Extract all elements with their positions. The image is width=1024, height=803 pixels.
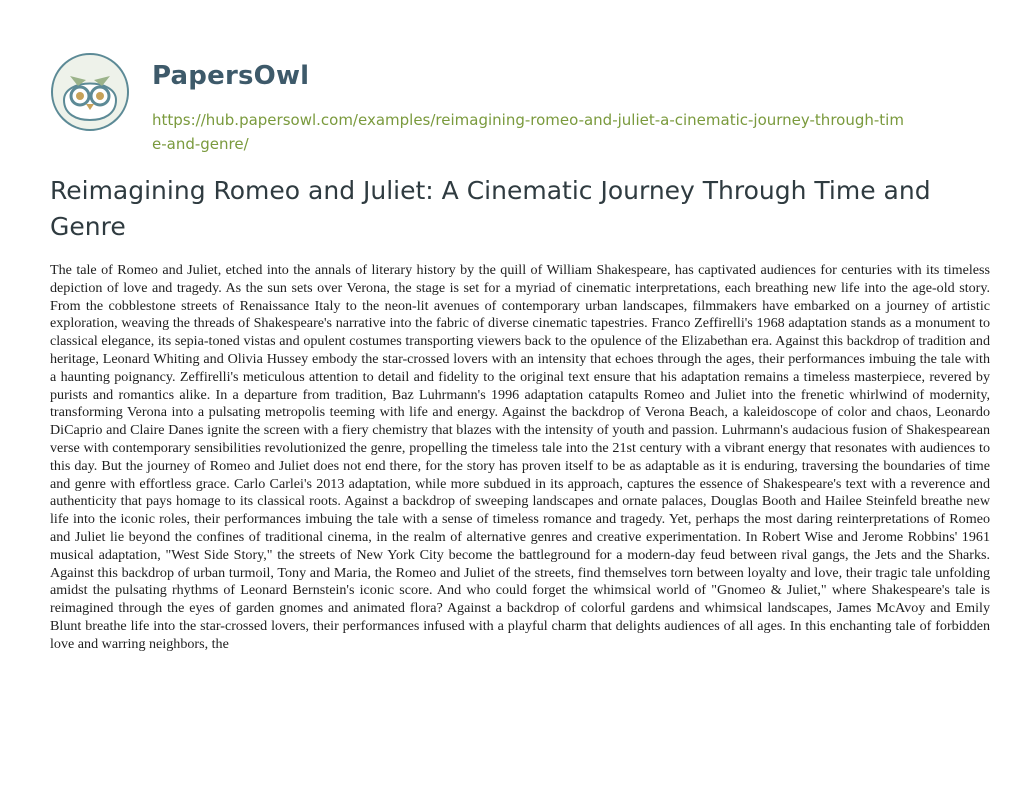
owl-logo-icon[interactable] [50,52,130,132]
brand-name[interactable]: PapersOwl [152,61,310,91]
document-title: Reimagining Romeo and Juliet: A Cinematic Journey Through Time and Genre [50,176,931,241]
document-url-link[interactable]: https://hub.papersowl.com/examples/reimagining-romeo-and-juliet-a-cinematic-journey-through-time-and-genre/ [152,111,904,153]
document-body-text: The tale of Romeo and Juliet, etched into the annals of literary history by the quill of William Shakespeare, has captivated audiences for centuries with its timeless depiction of love and tragedy. As the sun sets over Verona, the stage is set for a myriad of cinematic interpretations, each breathing new life into the age-old story. From the cobblestone streets of Renaissance Italy to the neon-lit avenues of contemporary urban landscapes, filmmakers have embarked on a journey of artistic exploration, weaving the threads of Shakespeare's narrative into the fabric of diverse cinematic tapestries. Franco Zeffirelli's 1968 adaptation stands as a monument to classical elegance, its sepia-toned vistas and opulent costumes transporting viewers back to the opulence of the Elizabethan era. Against this backdrop of tradition and heritage, Leonard Whiting and Olivia Hussey embody the star-crossed lovers with an intensity that echoes through the ages, their performances imbuing the tale with a haunting poignancy. Zeffirelli's meticulous attention to detail and fidelity to the original text ensure that his adaptation remains a timeless masterpiece, revered by purists and romantics alike. In a departure from tradition, Baz Luhrmann's 1996 adaptation catapults Romeo and Juliet into the frenetic whirlwind of modernity, transforming Verona into a pulsating metropolis teeming with life and energy. Against the backdrop of Verona Beach, a kaleidoscope of color and chaos, Leonardo DiCaprio and Claire Danes ignite the screen with a fiery chemistry that blazes with the intensity of youth and passion. Luhrmann's audacious fusion of Shakespearean verse with contemporary sensibilities revolutionized the genre, propelling the timeless tale into the 21st century with a vibrant energy that resonates with audiences to this day. But the journey of Romeo and Juliet does not end there, for the story has proven itself to be as adaptable as it is enduring, traversing the boundaries of time and genre with effortless grace. Carlo Carlei's 2013 adaptation, while more subdued in its approach, captures the essence of Shakespeare's text with a reverence and authenticity that pays homage to its classical roots. Against a backdrop of sweeping landscapes and ornate palaces, Douglas Booth and Hailee Steinfeld breathe new life into the iconic roles, their performances imbuing the tale with a sense of timeless romance and tragedy. Yet, perhaps the most daring reinterpretations of Romeo and Juliet lie beyond the confines of traditional cinema, in the realm of alternative genres and creative experimentation. In Robert Wise and Jerome Robbins' 1961 musical adaptation, "West Side Story," the streets of New York City become the battleground for a modern-day feud between rival gangs, the Jets and the Sharks. Against this backdrop of urban turmoil, Tony and Maria, the Romeo and Juliet of the streets, find themselves torn between loyalty and love, their tragic tale unfolding amidst the pulsating rhythms of Leonard Bernstein's iconic score. And who could forget the whimsical world of "Gnomeo & Juliet," where Shakespeare's tale is reimagined through the eyes of garden gnomes and animated flora? Against a backdrop of colorful gardens and whimsical landscapes, James McAvoy and Emily Blunt breathe life into the star-crossed lovers, their performances infused with a playful charm that delights audiences of all ages. In this enchanting tale of forbidden love and warring neighbors, the [50,262,990,652]
page-header [50,52,990,162]
